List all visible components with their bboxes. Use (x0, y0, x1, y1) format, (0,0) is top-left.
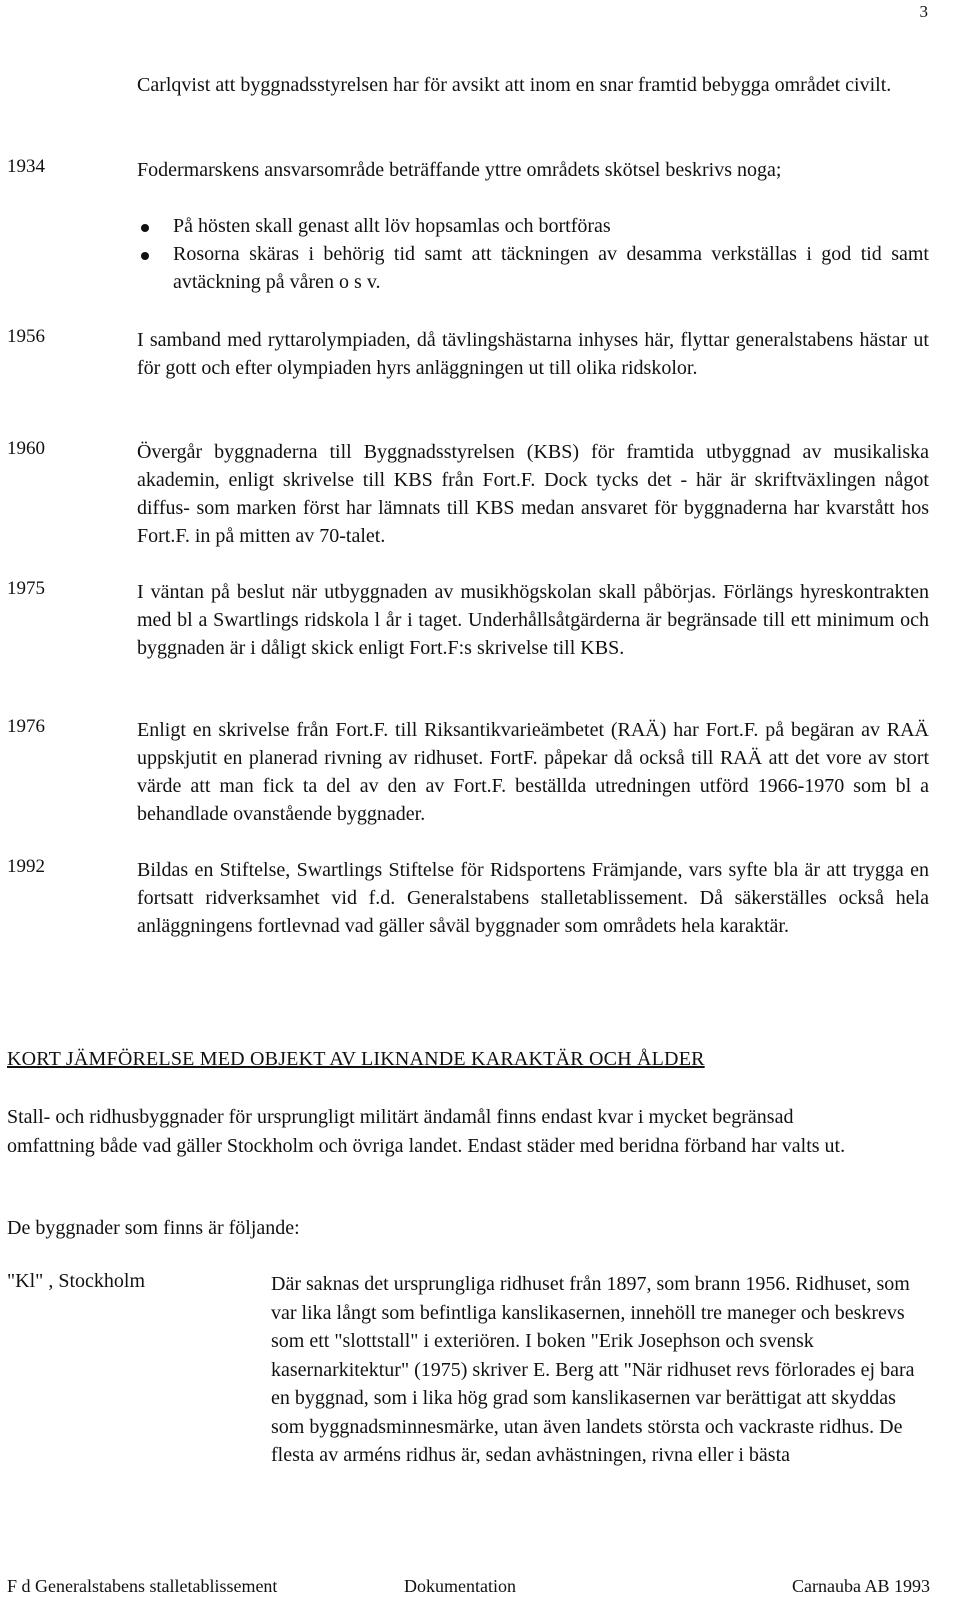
bullet-text: Rosorna skäras i behörig tid samt att täckningen av desamma verkställas i god tid samt avtäckning på våren o s v. (173, 243, 929, 293)
entry-year: 1960 (7, 438, 45, 459)
footer-right: Carnauba AB 1993 (792, 1576, 930, 1596)
footer-left: F d Generalstabens stalletablissement (7, 1576, 278, 1596)
comparison-name: "Kl" , Stockholm (7, 1270, 145, 1292)
paragraph-comparison-intro: Stall- och ridhusbyggnader för ursprungligt militärt ändamål finns endast kvar i mycket begränsad omfattning både vad gäller Stockholm och övriga landet. Endast städer med beridna förband har valts ut. (7, 1106, 846, 1157)
entry-year: 1934 (7, 156, 45, 177)
list-item (137, 240, 929, 296)
footer-center: Dokumentation (404, 1576, 516, 1596)
entry-text: Fodermarskens ansvarsområde beträffande yttre områdets skötsel beskrivs noga; (137, 159, 782, 181)
entry-text: Bildas en Stiftelse, Swartlings Stiftelse för Ridsportens Främjande, vars syfte bla är att trygga en fortsatt ridverksamhet vid f.d. Generalstabens stalletablissement. Då säkerställes också hela anläggningens fortlevnad vad gäller såväl byggnader som områdets hela karaktär. (137, 859, 929, 937)
paragraph-buildings-list-intro: De byggnader som finns är följande: (7, 1217, 300, 1239)
list-item (137, 212, 929, 240)
bullet-icon (141, 224, 149, 232)
entry-text: Övergår byggnaderna till Byggnadsstyrelsen (KBS) för framtida utbyggnad av musikaliska akademin, enligt skrivelse till KBS från Fort.F. Dock tycks det - här är skriftväxlingen något diffus- som marken först har lämnats till KBS medan ansvaret för byggnaderna har kvarstått hos Fort.F. in på mitten av 70-talet. (137, 441, 929, 547)
entry-year: 1975 (7, 578, 45, 599)
page-number: 3 (919, 2, 928, 21)
section-heading: KORT JÄMFÖRELSE MED OBJEKT AV LIKNANDE KARAKTÄR OCH ÅLDER (7, 1048, 705, 1070)
entry-text: I samband med ryttarolympiaden, då tävlingshästarna inhyses här, flyttar generalstabens hästar ut för gott och efter olympiaden hyrs anläggningen ut till olika ridskolor. (137, 329, 929, 379)
entry-text: I väntan på beslut när utbyggnaden av musikhögskolan skall påbörjas. Förlängs hyreskontrakten med bl a Swartlings ridskola l år i taget. Underhållsåtgärderna är begränsade till ett minimum och byggnaden är i dåligt skick enligt Fort.F:s skrivelse till KBS. (137, 581, 929, 659)
entry-year: 1976 (7, 716, 45, 737)
bullet-text: På hösten skall genast allt löv hopsamlas och bortföras (173, 215, 611, 237)
bullet-list (137, 212, 929, 296)
entry-year: 1956 (7, 326, 45, 347)
entry-text: Enligt en skrivelse från Fort.F. till Riksantikvarieämbetet (RAÄ) har Fort.F. på begäran av RAÄ uppskjutit en planerad rivning av ridhuset. FortF. påpekar då också till RAÄ att det vore av stort värde att man fick ta del av den av Fort.F. beställda utredningen utförd 1966-1970 som bl a behandlade ovanstående byggnader. (137, 719, 929, 825)
intro-text: Carlqvist att byggnadsstyrelsen har för avsikt att inom en snar framtid bebygga området civilt. (137, 74, 892, 96)
bullet-icon (141, 252, 149, 260)
comparison-description: Där saknas det ursprungliga ridhuset från 1897, som brann 1956. Ridhuset, som var lika långt som befintliga kanslikasernen, innehöll tre maneger och beskrevs som ett "slottstall" i exteriören. I boken "Erik Josephson och svensk kasernarkitektur" (1975) skriver E. Berg att "När ridhuset revs förlorades ej bara en byggnad, som i lika hög grad som kanslikasernen var berättigat att skyddas som byggnadsminnesmärke, utan även landets största och vackraste ridhus. De flesta av arméns ridhus är, sedan avhästningen, rivna eller i bästa (271, 1273, 915, 1466)
entry-year: 1992 (7, 856, 45, 877)
